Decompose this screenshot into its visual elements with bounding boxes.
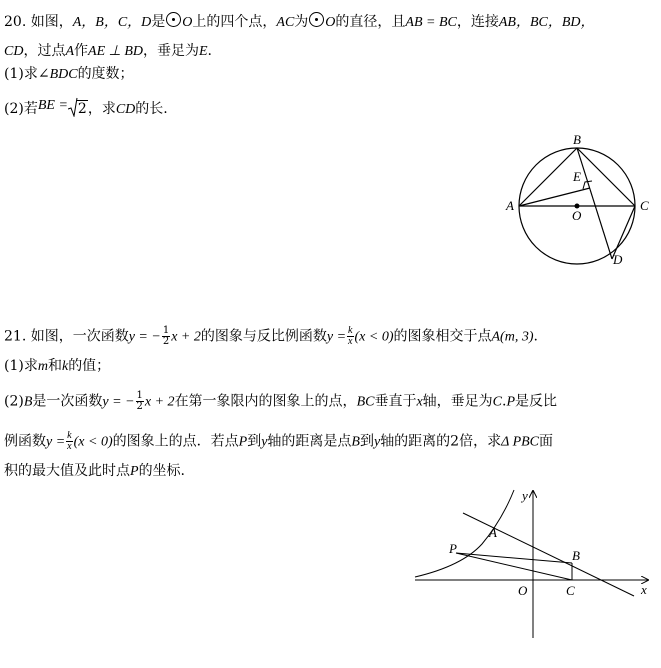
text: 作 [74,43,89,59]
label-o: O [518,583,528,598]
figure-circle-diagram [500,130,660,270]
text: 是反比 [515,393,558,410]
text: 和 [47,358,62,374]
axis-y: y [261,434,268,450]
formula-rhs: x + 2 [171,329,201,345]
var-k: k [61,359,69,374]
segment-cd: CD [115,102,136,117]
perpendicular-condition: AE ⊥ BD [88,44,143,59]
text: 积的最大值及此时点 [4,463,130,479]
point-p: P [506,394,516,410]
denominator: x [348,336,353,347]
label-b: B [573,132,581,147]
formula-lhs: y = [326,329,347,345]
text: 如图，一次函数 [30,328,129,345]
label-y: y [522,488,528,503]
condition: AB = BC [405,15,457,30]
formula-lhs: y = − [102,394,135,410]
text: . [533,328,538,345]
segment-bc: BC [356,394,375,410]
text: ，垂足为 [142,43,199,59]
text: 轴，垂足为 [422,393,493,410]
numerator: 1 [136,390,143,401]
q20-part-2 [4,97,168,119]
label-x: x [641,582,647,597]
angle-bdc: BDC [49,67,78,82]
numerator: k [348,325,353,336]
formula-rhs: x + 2 [144,394,175,410]
circle-name: O [182,15,193,30]
circle-symbol-icon [309,12,324,27]
axis-x: x [416,394,423,410]
label-o: O [572,208,582,223]
figure-function-graph [405,485,661,645]
label-e: E [573,169,581,184]
text: 的值； [68,358,111,374]
chord-ab [519,148,577,206]
text: (1)求∠ [4,66,50,82]
fraction [66,431,72,452]
segment-ac: AC [276,15,295,30]
var-m: m [37,359,48,374]
sqrt-expression [68,100,88,118]
text: 的图象相交于点 [393,328,492,345]
radicand: 2 [77,101,87,117]
text: 到 [359,433,374,450]
text: 的度数； [77,66,134,82]
q21-line-5 [4,462,185,481]
label-p: P [449,541,457,556]
q21-line-1 [4,326,538,347]
radical-sign-icon [68,97,78,117]
point-e: E [198,44,208,59]
text: 是 [151,14,166,30]
label-d: D [613,252,623,267]
point-list: A，B，C，D [72,15,152,30]
text: 为 [294,14,309,30]
q21-line-4 [4,431,553,452]
triangle-pbc: Δ PBC [501,434,540,450]
fraction [136,391,144,412]
text: 的坐标. [138,463,186,479]
q20-number: 20. [4,14,27,30]
text: 的直径，且 [335,14,406,30]
point-b: B [351,434,360,450]
fraction [162,326,170,347]
label-c: C [640,198,649,213]
point-p: P [238,434,248,450]
text: 轴的距离的2倍，求 [380,433,502,450]
text: (2)若 [4,101,38,117]
q21-line-3 [4,391,557,412]
text: 如图， [30,14,73,30]
denominator: 2 [162,336,170,347]
circle-name: O [325,15,336,30]
point-b: B [23,394,33,410]
domain-condition: (x < 0) [354,329,394,345]
denominator: 2 [136,401,143,412]
be-equals: BE = [37,98,68,113]
q21-number: 21. [4,328,27,345]
formula-lhs: y = [46,434,66,450]
domain-condition: (x < 0) [73,434,113,450]
text: (2) [4,393,24,410]
text: 在第一象限内的图象上的点， [174,393,357,410]
point-c: C [492,394,503,410]
numerator: 1 [162,325,170,336]
segment-ae [519,188,590,206]
text: ，求 [87,101,116,117]
point-a-coord: A(m, 3) [491,329,534,345]
denominator: x [67,441,72,452]
text: 上的四个点， [192,14,277,30]
chord-bd [577,148,612,259]
q20-line-1 [4,12,595,32]
text: (1)求 [4,358,38,374]
text: ，过点 [23,43,66,59]
q20-part-1 [4,65,134,84]
label-b: B [572,548,580,563]
point-p: P [130,464,139,479]
text: ，连接 [456,14,499,30]
text: 例函数 [4,433,46,450]
circle-symbol-icon [166,12,181,27]
point-a: A [65,44,75,59]
text: . [207,43,212,59]
text: 轴的距离是点 [267,433,352,450]
text: . [502,393,507,410]
hyperbola-branch [415,490,514,577]
segment-list: AB，BC，BD， [498,15,595,30]
segment-cd: CD [4,44,24,59]
text: 面 [539,433,554,450]
text: 的图象与反比例函数 [200,328,327,345]
text: 的长. [135,101,168,117]
text: 到 [247,433,262,450]
formula-lhs: y = − [128,329,161,345]
text: 垂直于 [374,393,417,410]
q21-line-2 [4,357,110,376]
label-a: A [506,198,514,213]
q20-line-2 [4,42,212,61]
axis-y: y [373,434,381,450]
numerator: k [67,430,72,441]
text: 是一次函数 [32,393,103,410]
fraction [347,326,353,347]
text: 的图象上的点．若点 [112,433,239,450]
label-c: C [566,583,575,598]
label-a: A [489,525,497,540]
